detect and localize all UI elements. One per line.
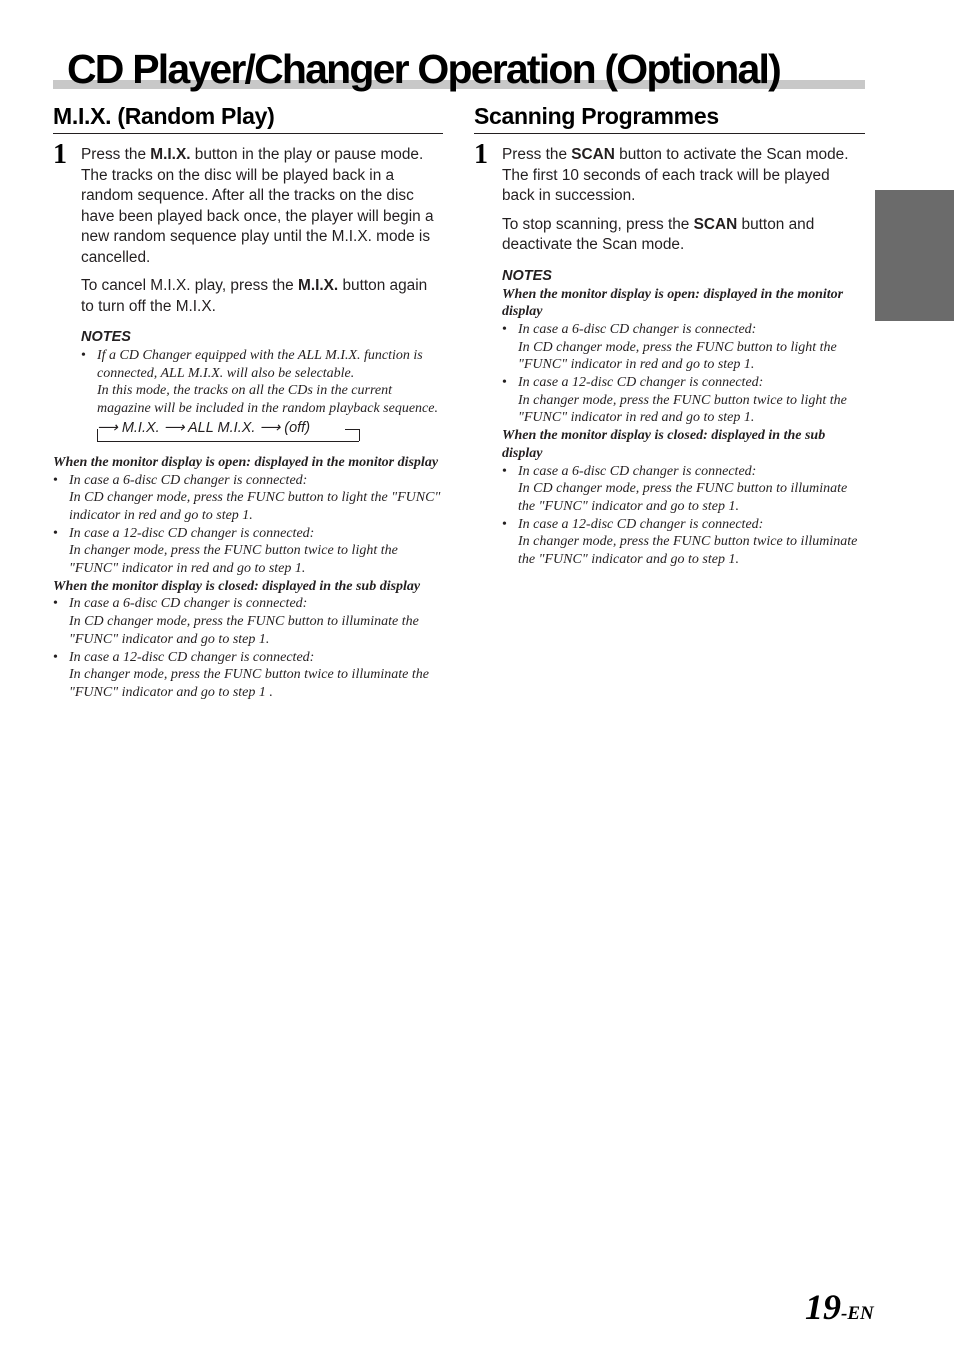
notes-heading: NOTES [81,329,131,345]
note-subheading: When the monitor display is closed: displayed in the sub display [502,428,826,461]
text-run: button in the play or pause mode. The tracks on the disc will be played back in a random sequence. After all the tracks on the disc have been played back once, the player will begin a new random sequence play until the M.I.X. mode is cancelled. [81,146,434,266]
mix-button-label: M.I.X. [150,146,191,163]
mix-section [53,100,443,702]
scan-heading: Scanning Programmes [474,100,865,134]
bullet-icon: • [502,375,507,391]
note-text: In case a 6-disc CD changer is connected: [518,463,757,479]
note-subheading: When the monitor display is open: displayed in the monitor display [502,286,844,320]
mix-heading: M.I.X. (Random Play) [53,100,443,134]
text-run: Press the [502,146,572,163]
note-subheading: When the monitor display is open: displayed in the monitor display [53,454,439,470]
cycle-arrow-line [345,429,359,430]
bullet-icon: • [53,472,58,488]
cycle-arrow-line [97,441,359,442]
mix-mode-cycle-diagram [97,420,443,442]
bullet-icon: • [502,463,507,479]
mix-step-1 [53,139,443,442]
note-text: In CD changer mode, press the FUNC button to illuminate the "FUNC" indicator and go to step 1. [69,614,419,647]
page-number-value: 19 [805,1287,841,1327]
note-item [53,649,443,702]
scan-button-label: SCAN [571,146,615,163]
bullet-icon: • [502,516,507,532]
note-item [53,525,443,578]
note-text: In changer mode, press the FUNC button twice to illuminate the "FUNC" indicator and go to step 1. [518,534,858,568]
bullet-icon: • [53,525,58,541]
scan-section [474,100,865,569]
text-run: To cancel M.I.X. play, press the [81,277,298,294]
page-number [805,1286,874,1328]
note-text: In case a 12-disc CD changer is connected: [518,516,764,532]
note-text: In this mode, the tracks on all the CDs in the current magazine will be included in the random playback sequence. [97,383,438,417]
note-text: In changer mode, press the FUNC button twice to illuminate the "FUNC" indicator and go to step 1 . [69,667,429,700]
note-text: In case a 6-disc CD changer is connected: [69,596,308,612]
bullet-icon: • [502,321,507,337]
bullet-icon: • [81,348,86,363]
notes-heading: NOTES [502,267,552,284]
bullet-icon: • [53,649,58,665]
scan-step-1 [474,139,865,284]
note-item [53,595,443,648]
note-text: In changer mode, press the FUNC button twice to light the "FUNC" indicator in red and go to step 1. [69,543,398,577]
note-item [502,516,865,569]
mix-display-notes [53,454,443,702]
mix-button-label: M.I.X. [298,277,339,294]
note-text: In case a 12-disc CD changer is connected: [69,525,315,541]
page-number-suffix: -EN [841,1303,874,1324]
scan-stop-text [502,215,865,256]
note-text: In CD changer mode, press the FUNC button to light the "FUNC" indicator in red and go to step 1. [518,339,837,373]
text-run: button to activate the Scan mode. [614,146,849,163]
note-item [53,472,443,525]
text-run: To stop scanning, press the [502,215,694,233]
note-text: In changer mode, press the FUNC button twice to light the "FUNC" indicator in red and go to step 1. [518,392,847,426]
note-item [81,347,443,442]
mix-cancel-text [81,276,443,317]
mix-step-text [81,145,443,268]
scan-step-text [502,145,865,166]
mode-sequence-text: ⟶ M.I.X. ⟶ ALL M.I.X. ⟶ (off) [97,419,311,436]
note-item [502,374,865,427]
note-text: In case a 6-disc CD changer is connected: [69,472,308,488]
text-run: button again to turn off the M.I.X. [81,277,428,315]
note-subheading: When the monitor display is closed: displayed in the sub display [53,578,421,594]
note-text: If a CD Changer equipped with the ALL M.I.X. function is connected, ALL M.I.X. will also be selectable. [97,348,423,381]
page-title: CD Player/Changer Operation (Optional) [67,46,780,92]
text-run: button and deactivate the Scan mode. [502,215,815,253]
note-text: In case a 12-disc CD changer is connected: [69,649,315,665]
page-title-block [53,48,865,98]
note-text: In case a 6-disc CD changer is connected: [518,321,757,337]
note-text: In CD changer mode, press the FUNC button to illuminate the "FUNC" indicator and go to step 1. [518,481,848,514]
scan-step-text: The first 10 seconds of each track will be played back in succession. [502,166,830,204]
bullet-icon: • [53,596,58,612]
scan-display-notes [502,286,865,569]
step-number: 1 [474,139,488,170]
side-section-tab [875,190,954,321]
note-item [502,463,865,516]
cycle-arrow-line [359,429,360,441]
note-text: In case a 12-disc CD changer is connected: [518,375,764,391]
text-run: Press the [81,146,151,163]
note-text: In CD changer mode, press the FUNC button to light the "FUNC" indicator in red and go to step 1. [69,490,441,523]
scan-button-label: SCAN [693,215,738,233]
step-number: 1 [53,139,67,170]
note-item [502,321,865,374]
